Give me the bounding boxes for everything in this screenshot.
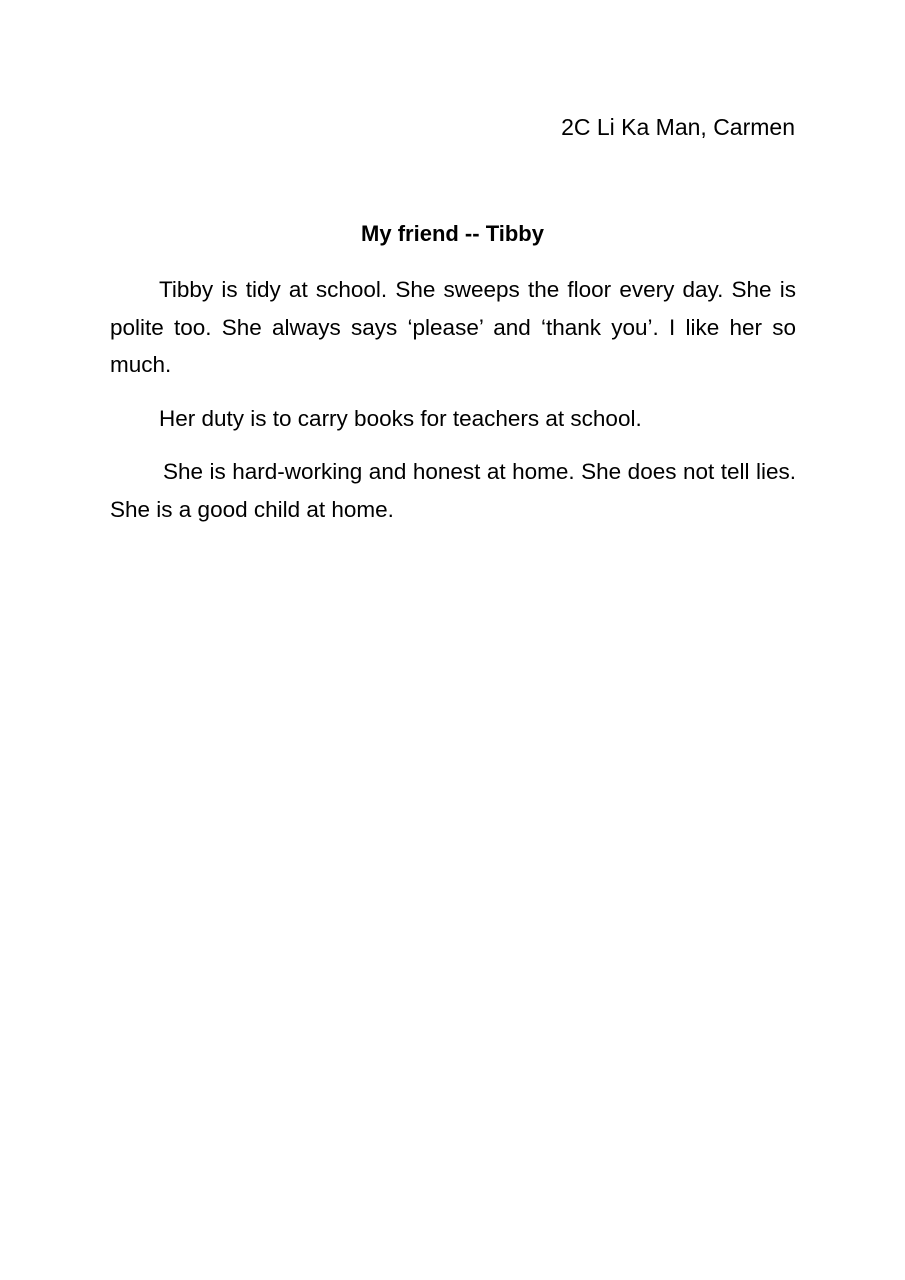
essay-title: My friend -- Tibby	[361, 221, 544, 246]
paragraph-2: Her duty is to carry books for teachers at school.	[159, 405, 642, 431]
paragraph-3: She is hard-working and honest at home. She does not tell lies. She is a good child at home.	[110, 459, 796, 522]
essay-body	[110, 271, 796, 544]
paragraph-1: Tibby is tidy at school. She sweeps the floor every day. She is polite too. She always says ‘please’ and ‘thank you’. I like her so much.	[110, 277, 796, 377]
author-line: 2C Li Ka Man, Carmen	[561, 114, 795, 140]
